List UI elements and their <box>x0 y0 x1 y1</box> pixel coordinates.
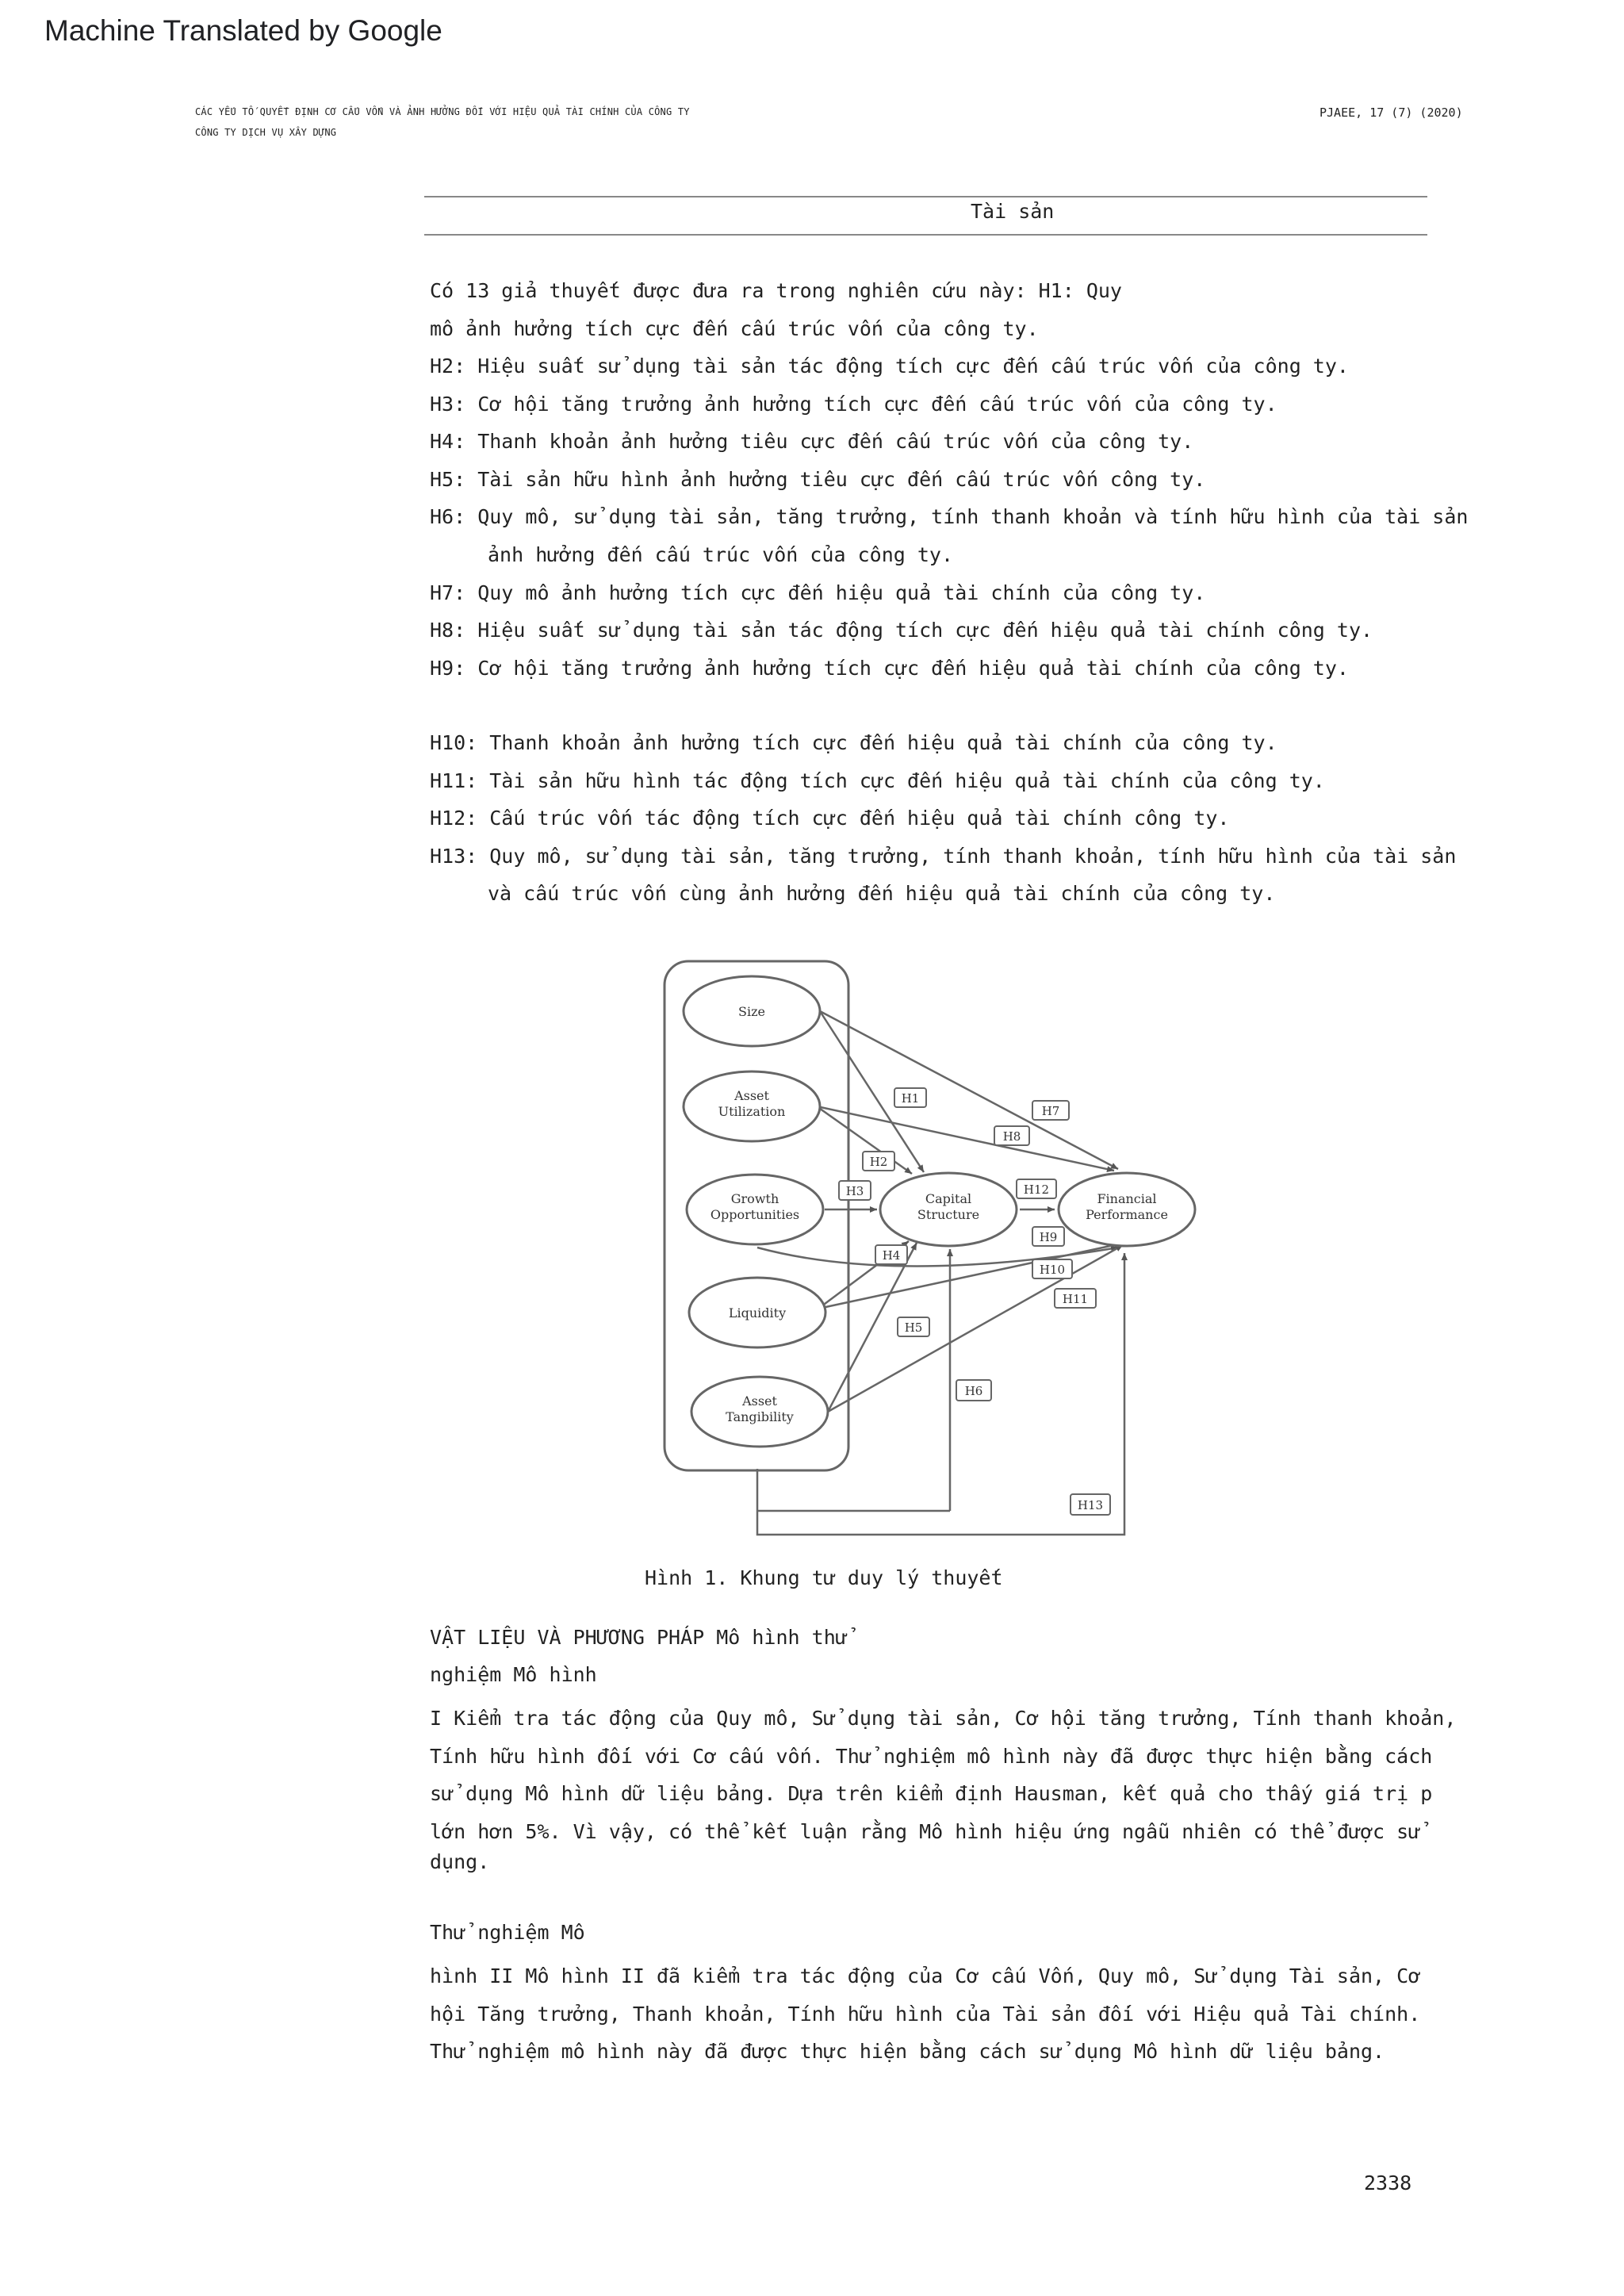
methods-heading: VẬT LIỆU VÀ PHƯƠNG PHÁP Mô hình thử <box>430 1626 848 1649</box>
model1-paragraph-line: dụng. <box>430 1850 490 1873</box>
hypothesis-line: mô ảnh hưởng tích cực đến cấu trúc vốn của công ty. <box>430 317 1039 340</box>
table-bottom-rule <box>424 234 1427 236</box>
asset-utilization-label-1: Asset <box>734 1088 769 1103</box>
growth-label-1: Growth <box>730 1191 779 1206</box>
running-head-line-1: CÁC YẾU TỐ QUYẾT ĐỊNH CƠ CẤU VỐN VÀ ẢNH HƯỞNG ĐỐI VỚI HIỆU QUẢ TÀI CHÍNH CỦA CÔNG TY <box>195 106 690 117</box>
capital-label-2: Structure <box>917 1207 980 1222</box>
machine-translated-banner: Machine Translated by Google <box>44 14 442 47</box>
figure-caption: Hình 1. Khung tư duy lý thuyết <box>645 1566 1003 1589</box>
h1-label: H1 <box>901 1091 920 1106</box>
hypothesis-line: H10: Thanh khoản ảnh hưởng tích cực đến hiệu quả tài chính của công ty. <box>430 731 1277 754</box>
table-top-rule <box>424 196 1427 197</box>
financial-label-1: Financial <box>1097 1191 1157 1206</box>
table-header: Tài sản <box>971 200 1055 223</box>
hypothesis-line: H7: Quy mô ảnh hưởng tích cực đến hiệu quả tài chính của công ty. <box>430 581 1206 604</box>
tangibility-label-1: Asset <box>742 1393 777 1409</box>
h3-label: H3 <box>845 1184 864 1198</box>
h9-label: H9 <box>1039 1230 1058 1244</box>
hypothesis-line: H5: Tài sản hữu hình ảnh hưởng tiêu cực đến cấu trúc vốn công ty. <box>430 468 1206 491</box>
model2-paragraph-line: hình II Mô hình II đã kiểm tra tác động của Cơ cấu Vốn, Quy mô, Sử dụng Tài sản, Cơ <box>430 1964 1421 1987</box>
growth-label-2: Opportunities <box>710 1207 800 1222</box>
model1-paragraph-line: lớn hơn 5%. Vì vậy, có thể kết luận rằng Mô hình hiệu ứng ngẫu nhiên có thể được sử <box>430 1820 1421 1843</box>
hypothesis-line: H4: Thanh khoản ảnh hưởng tiêu cực đến cấu trúc vốn của công ty. <box>430 430 1194 453</box>
h10-label: H10 <box>1039 1263 1066 1277</box>
methods-subheading: nghiệm Mô hình <box>430 1663 597 1686</box>
h12-label: H12 <box>1023 1182 1050 1197</box>
model2-heading: Thử nghiệm Mô <box>430 1921 585 1944</box>
h8-label: H8 <box>1002 1129 1021 1144</box>
hypothesis-line: Có 13 giả thuyết được đưa ra trong nghiên cứu này: H1: Quy <box>430 279 1122 302</box>
hypothesis-line: H6: Quy mô, sử dụng tài sản, tăng trưởng, tính thanh khoản và tính hữu hình của tài sản <box>430 505 1469 528</box>
model1-paragraph-line: I Kiểm tra tác động của Quy mô, Sử dụng tài sản, Cơ hội tăng trưởng, Tính thanh khoản, <box>430 1707 1457 1730</box>
h11-label: H11 <box>1062 1292 1089 1306</box>
page-number: 2338 <box>1364 2171 1412 2194</box>
running-head-line-2: CÔNG TY DỊCH VỤ XÂY DỰNG <box>195 127 337 138</box>
model2-paragraph-line: hội Tăng trưởng, Thanh khoản, Tính hữu hình của Tài sản đối với Hiệu quả Tài chính. <box>430 2003 1421 2026</box>
h13-label: H13 <box>1077 1498 1104 1512</box>
h6-label: H6 <box>964 1384 983 1398</box>
h5-label: H5 <box>904 1320 923 1335</box>
hypothesis-line: và cấu trúc vốn cùng ảnh hưởng đến hiệu quả tài chính của công ty. <box>488 882 1276 905</box>
h4-label: H4 <box>882 1248 901 1263</box>
hypothesis-line: H2: Hiệu suất sử dụng tài sản tác động tích cực đến cấu trúc vốn của công ty. <box>430 355 1349 378</box>
h7-label: H7 <box>1041 1104 1060 1118</box>
liquidity-label: Liquidity <box>728 1305 787 1320</box>
size-label: Size <box>738 1004 765 1019</box>
hypothesis-line: H9: Cơ hội tăng trưởng ảnh hưởng tích cực đến hiệu quả tài chính của công ty. <box>430 657 1349 680</box>
journal-reference: PJAEE, 17 (7) (2020) <box>1320 105 1463 120</box>
asset-utilization-label-2: Utilization <box>718 1104 786 1119</box>
hypothesis-line: H11: Tài sản hữu hình tác động tích cực đến hiệu quả tài chính của công ty. <box>430 769 1325 792</box>
hypothesis-line: H12: Cấu trúc vốn tác động tích cực đến hiệu quả tài chính công ty. <box>430 807 1230 830</box>
tangibility-label-2: Tangibility <box>726 1409 794 1424</box>
hypothesis-line: H13: Quy mô, sử dụng tài sản, tăng trưởng, tính thanh khoản, tính hữu hình của tài sản <box>430 845 1457 868</box>
model1-paragraph-line: sử dụng Mô hình dữ liệu bảng. Dựa trên kiểm định Hausman, kết quả cho thấy giá trị p <box>430 1782 1433 1805</box>
hypothesis-line: ảnh hưởng đến cấu trúc vốn của công ty. <box>488 543 953 566</box>
hypothesis-line: H3: Cơ hội tăng trưởng ảnh hưởng tích cực đến cấu trúc vốn của công ty. <box>430 393 1277 416</box>
model2-paragraph-line: Thử nghiệm mô hình này đã được thực hiện bằng cách sử dụng Mô hình dữ liệu bảng. <box>430 2040 1385 2063</box>
running-head <box>195 102 690 143</box>
model1-paragraph-line: Tính hữu hình đối với Cơ cấu vốn. Thử nghiệm mô hình này đã được thực hiện bằng cách <box>430 1745 1433 1768</box>
hypothesis-line: H8: Hiệu suất sử dụng tài sản tác động tích cực đến hiệu quả tài chính công ty. <box>430 619 1373 642</box>
financial-label-2: Performance <box>1086 1207 1168 1222</box>
h2-label: H2 <box>869 1155 888 1169</box>
theoretical-framework-diagram <box>658 952 1213 1539</box>
capital-label-1: Capital <box>925 1191 972 1206</box>
